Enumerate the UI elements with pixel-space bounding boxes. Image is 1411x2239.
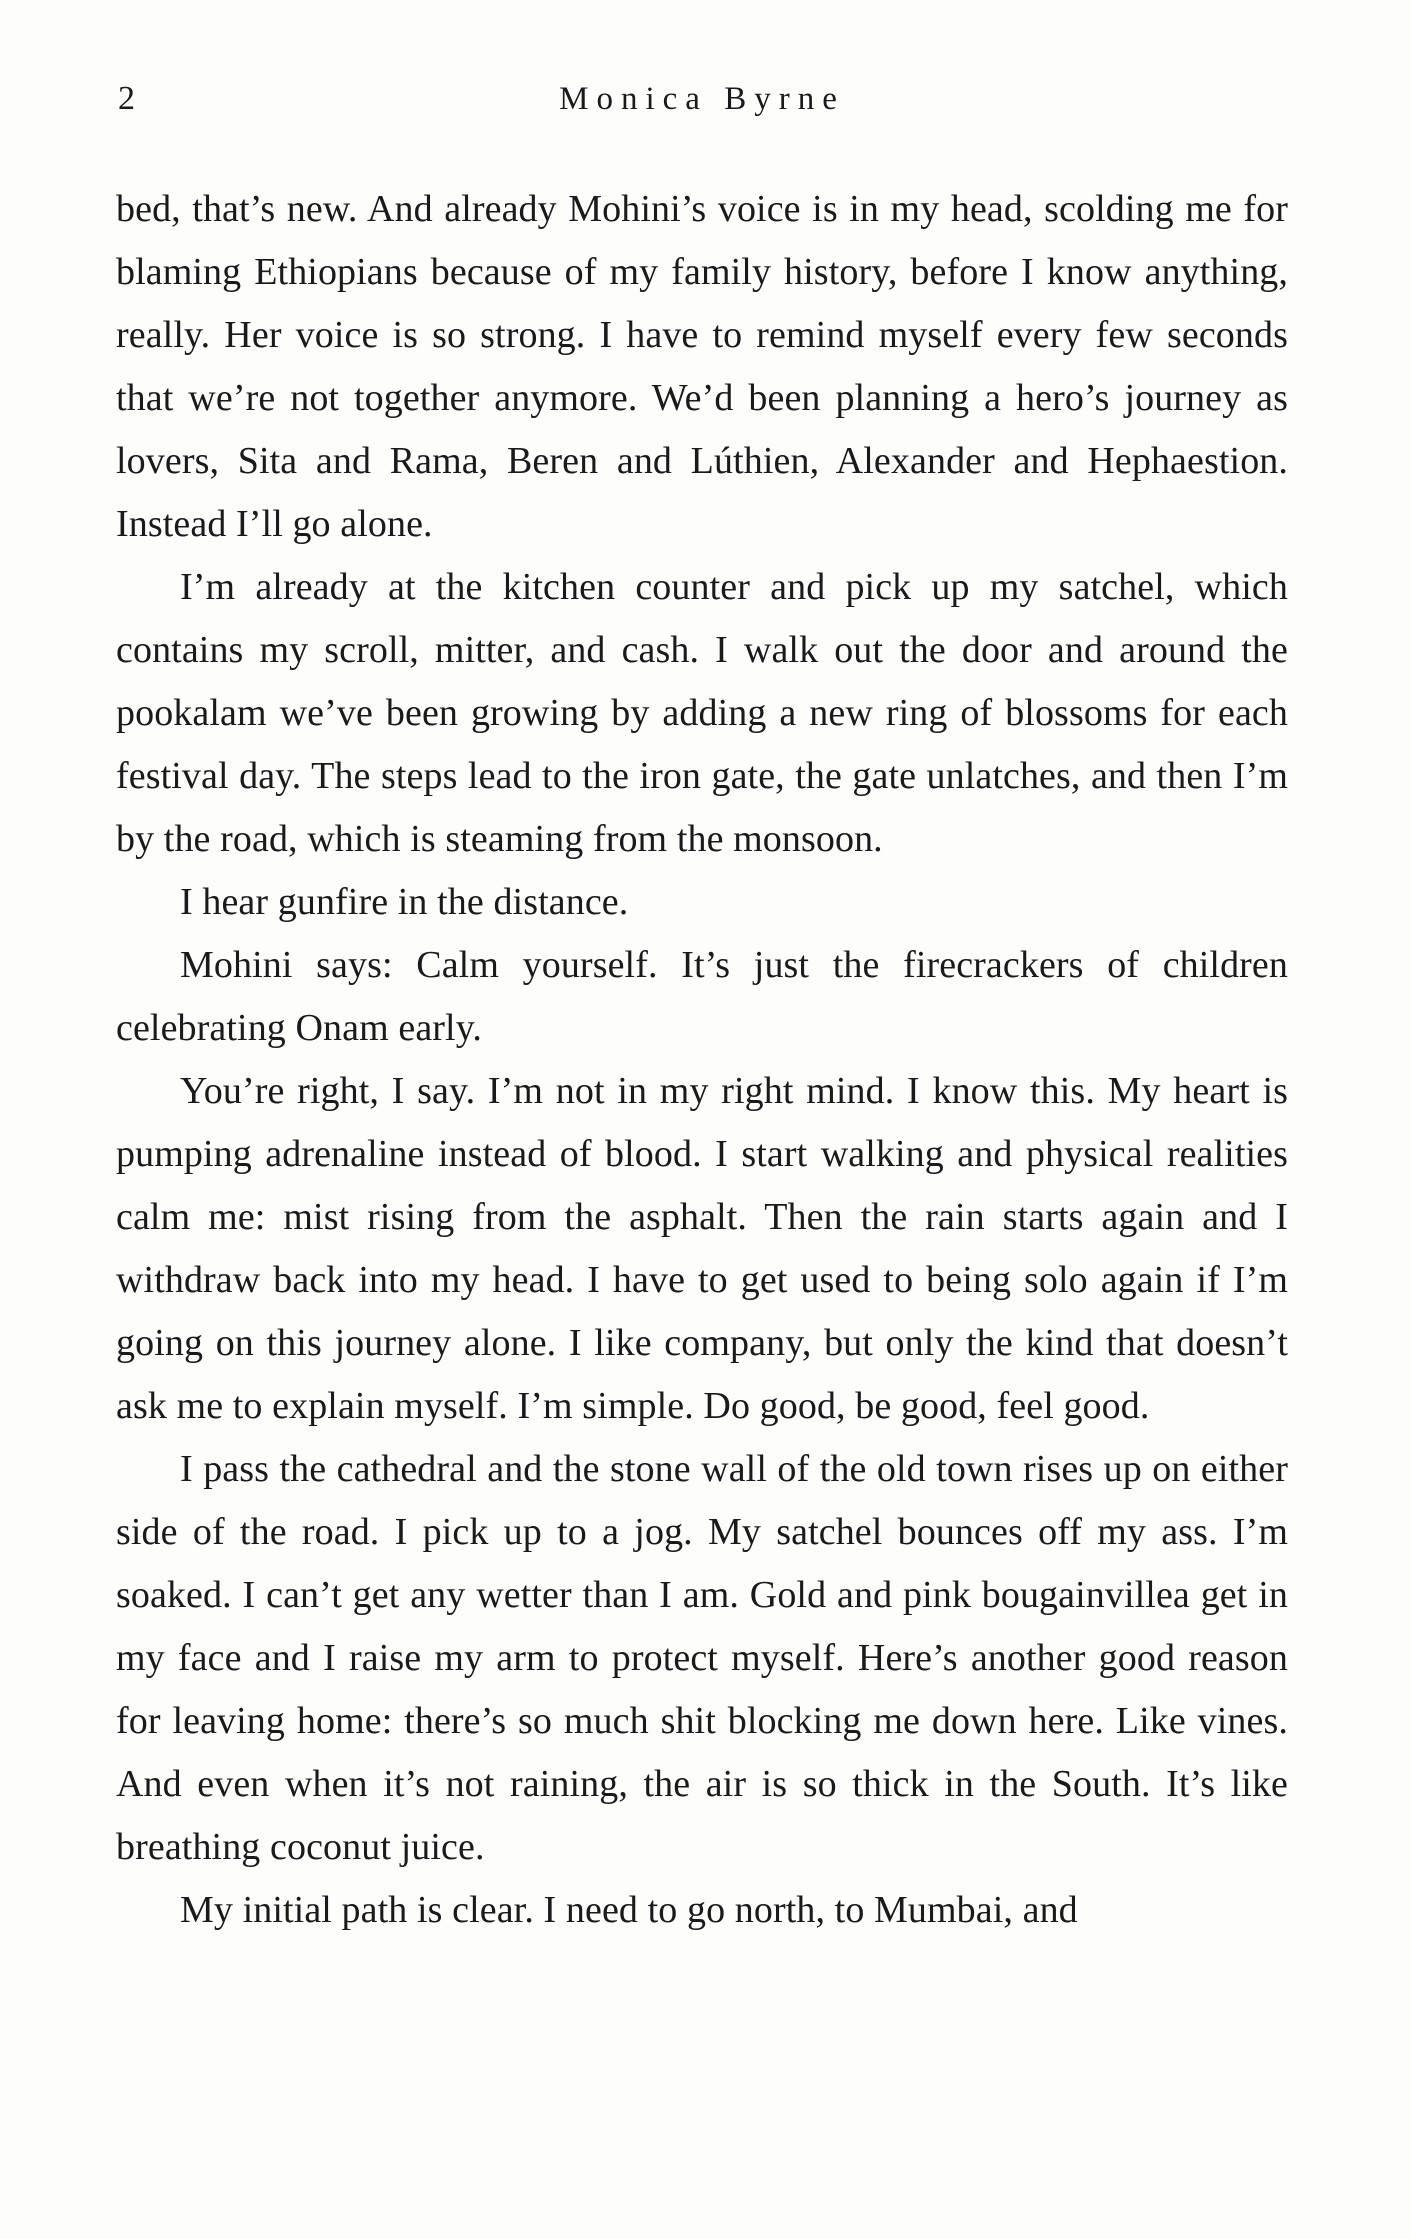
body-text xyxy=(116,178,1288,1942)
running-title: Monica Byrne xyxy=(559,81,845,117)
paragraph: Mohini says: Calm yourself. It’s just the firecrackers of children celebrating Onam early. xyxy=(116,944,1288,1049)
paragraph: I hear gunfire in the distance. xyxy=(180,881,629,923)
paragraph: I’m already at the kitchen counter and pick up my satchel, which contains my scroll, mitter, and cash. I walk out the door and around the pookalam we’ve been growing by adding a new ring of blossoms for each festival day. The steps lead to the iron gate, the gate unlatches, and then I’m by the road, which is steaming from the monsoon. xyxy=(116,566,1288,860)
paragraph: My initial path is clear. I need to go north, to Mumbai, and xyxy=(180,1889,1078,1931)
page-number: 2 xyxy=(118,80,135,117)
paragraph: I pass the cathedral and the stone wall of the old town rises up on either side of the road. I pick up to a jog. My satchel bounces off my ass. I’m soaked. I can’t get any wetter than I am. Gold and pink bougainvillea get in my face and I raise my arm to protect myself. Here’s another good reason for leaving home: there’s so much shit blocking me down here. Like vines. And even when it’s not raining, the air is so thick in the South. It’s like breathing coconut juice. xyxy=(116,1448,1288,1868)
paragraph: You’re right, I say. I’m not in my right mind. I know this. My heart is pumping adrenaline instead of blood. I start walking and physical realities calm me: mist rising from the asphalt. Then the rain starts again and I withdraw back into my head. I have to get used to being solo again if I’m going on this journey alone. I like company, but only the kind that doesn’t ask me to explain myself. I’m simple. Do good, be good, feel good. xyxy=(116,1070,1288,1427)
paragraph: bed, that’s new. And already Mohini’s voice is in my head, scolding me for blaming Ethiopians because of my family history, before I know anything, really. Her voice is so strong. I have to remind myself every few seconds that we’re not together anymore. We’d been planning a hero’s journey as lovers, Sita and Rama, Beren and Lúthien, Alexander and Hephaestion. Instead I’ll go alone. xyxy=(116,188,1288,545)
running-head xyxy=(118,74,1286,124)
